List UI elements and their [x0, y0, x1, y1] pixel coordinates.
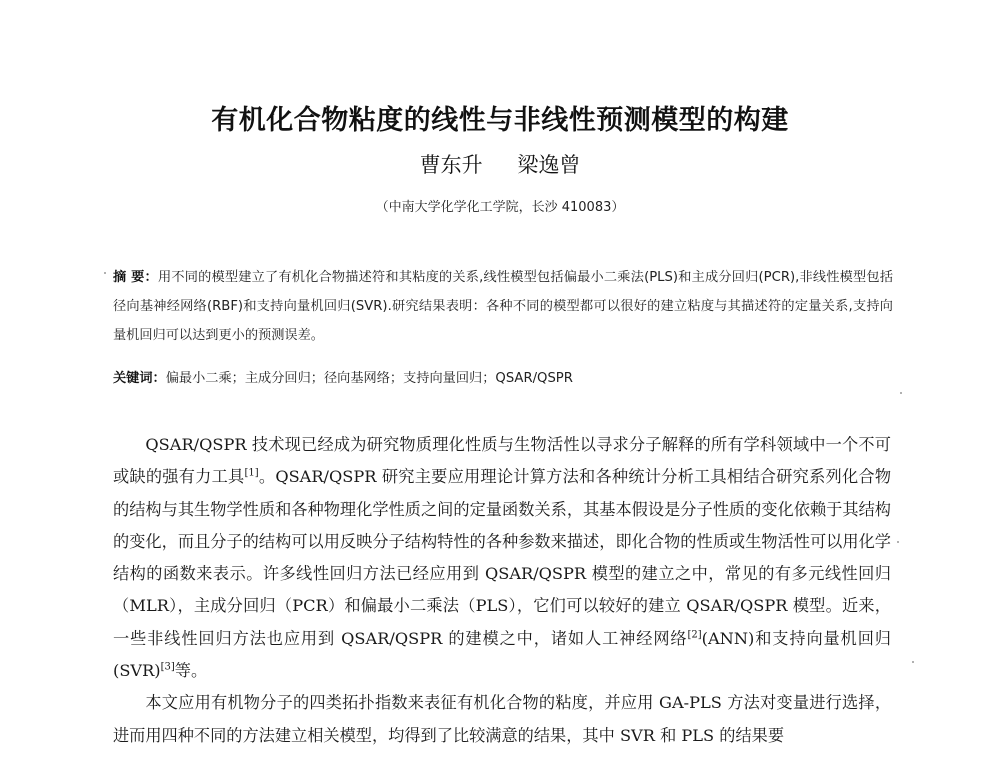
body-paragraph: [113, 429, 891, 687]
body-text-segment: 。QSAR/QSPR 研究主要应用理论计算方法和各种统计分析工具相结合研究系列化合物的结构与其生物学性质和各种物理化学性质之间的定量函数关系，其基本假设是分子性质的变化依赖于其结构的变化，而且分子的结构可以用反映分子结构特性的各种参数来描述，即化合物的性质或生物活性可以用化学结构的函数来表示。许多线性回归方法已经应用到 QSAR/QSPR 模型的建立之中，常见的有多元线性回归（MLR），主成分回归（PCR）和偏最小二乘法（PLS），它们可以较好的建立 QSAR/QSPR 模型。近来，一些非线性回归方法也应用到 QSAR/QSPR 的建模之中，诸如人工神经网络: [113, 467, 892, 648]
scan-speck: [912, 661, 914, 663]
scan-speck: [897, 541, 899, 543]
body-text-segment: (ANN)和支持向量机回归(SVR): [113, 628, 891, 681]
body-paragraph: 本文应用有机物分子的四类拓扑指数来表征有机化合物的粘度，并应用 GA-PLS 方法对变量进行选择，进而用四种不同的方法建立相关模型，均得到了比较满意的结果，其中 SVR 和 PLS 的结果要: [113, 693, 891, 745]
citation-ref: [1]: [244, 467, 259, 479]
author-name: 梁逸曾: [517, 153, 581, 177]
abstract-text: 用不同的模型建立了有机化合物描述符和其粘度的关系,线性模型包括偏最小二乘法(PLS)和主成分回归(PCR),非线性模型包括径向基神经网络(RBF)和支持向量机回归(SVR).研究结果表明：各种不同的模型都可以很好的建立粘度与其描述符的定量关系,支持向量机回归可以达到更小的预测误差。: [113, 270, 894, 343]
author-list: [0, 149, 1000, 179]
scan-speck: [900, 392, 902, 394]
abstract-label: 摘 要：: [113, 270, 158, 285]
body-text: [113, 429, 891, 752]
paper-title: 有机化合物粘度的线性与非线性预测模型的构建: [211, 105, 789, 136]
keywords-label: 关键词：: [113, 371, 166, 386]
citation-ref: [2]: [687, 629, 702, 641]
affiliation: （中南大学化学化工学院，长沙 410083）: [375, 200, 625, 215]
keywords-text: 偏最小二乘；主成分回归；径向基网络；支持向量回归；QSAR/QSPR: [165, 371, 573, 386]
citation-ref: [3]: [160, 661, 175, 673]
author-name: 曹东升: [419, 153, 483, 177]
scan-speck: [104, 272, 106, 274]
body-text-segment: 等。: [174, 661, 208, 681]
body-text-segment: QSAR/QSPR 技术现已经成为研究物质理化性质与生物活性以寻求分子解释的所有学科领域中一个不可或缺的强有力工具: [113, 435, 891, 487]
abstract: [113, 263, 893, 350]
keywords: [113, 367, 893, 386]
